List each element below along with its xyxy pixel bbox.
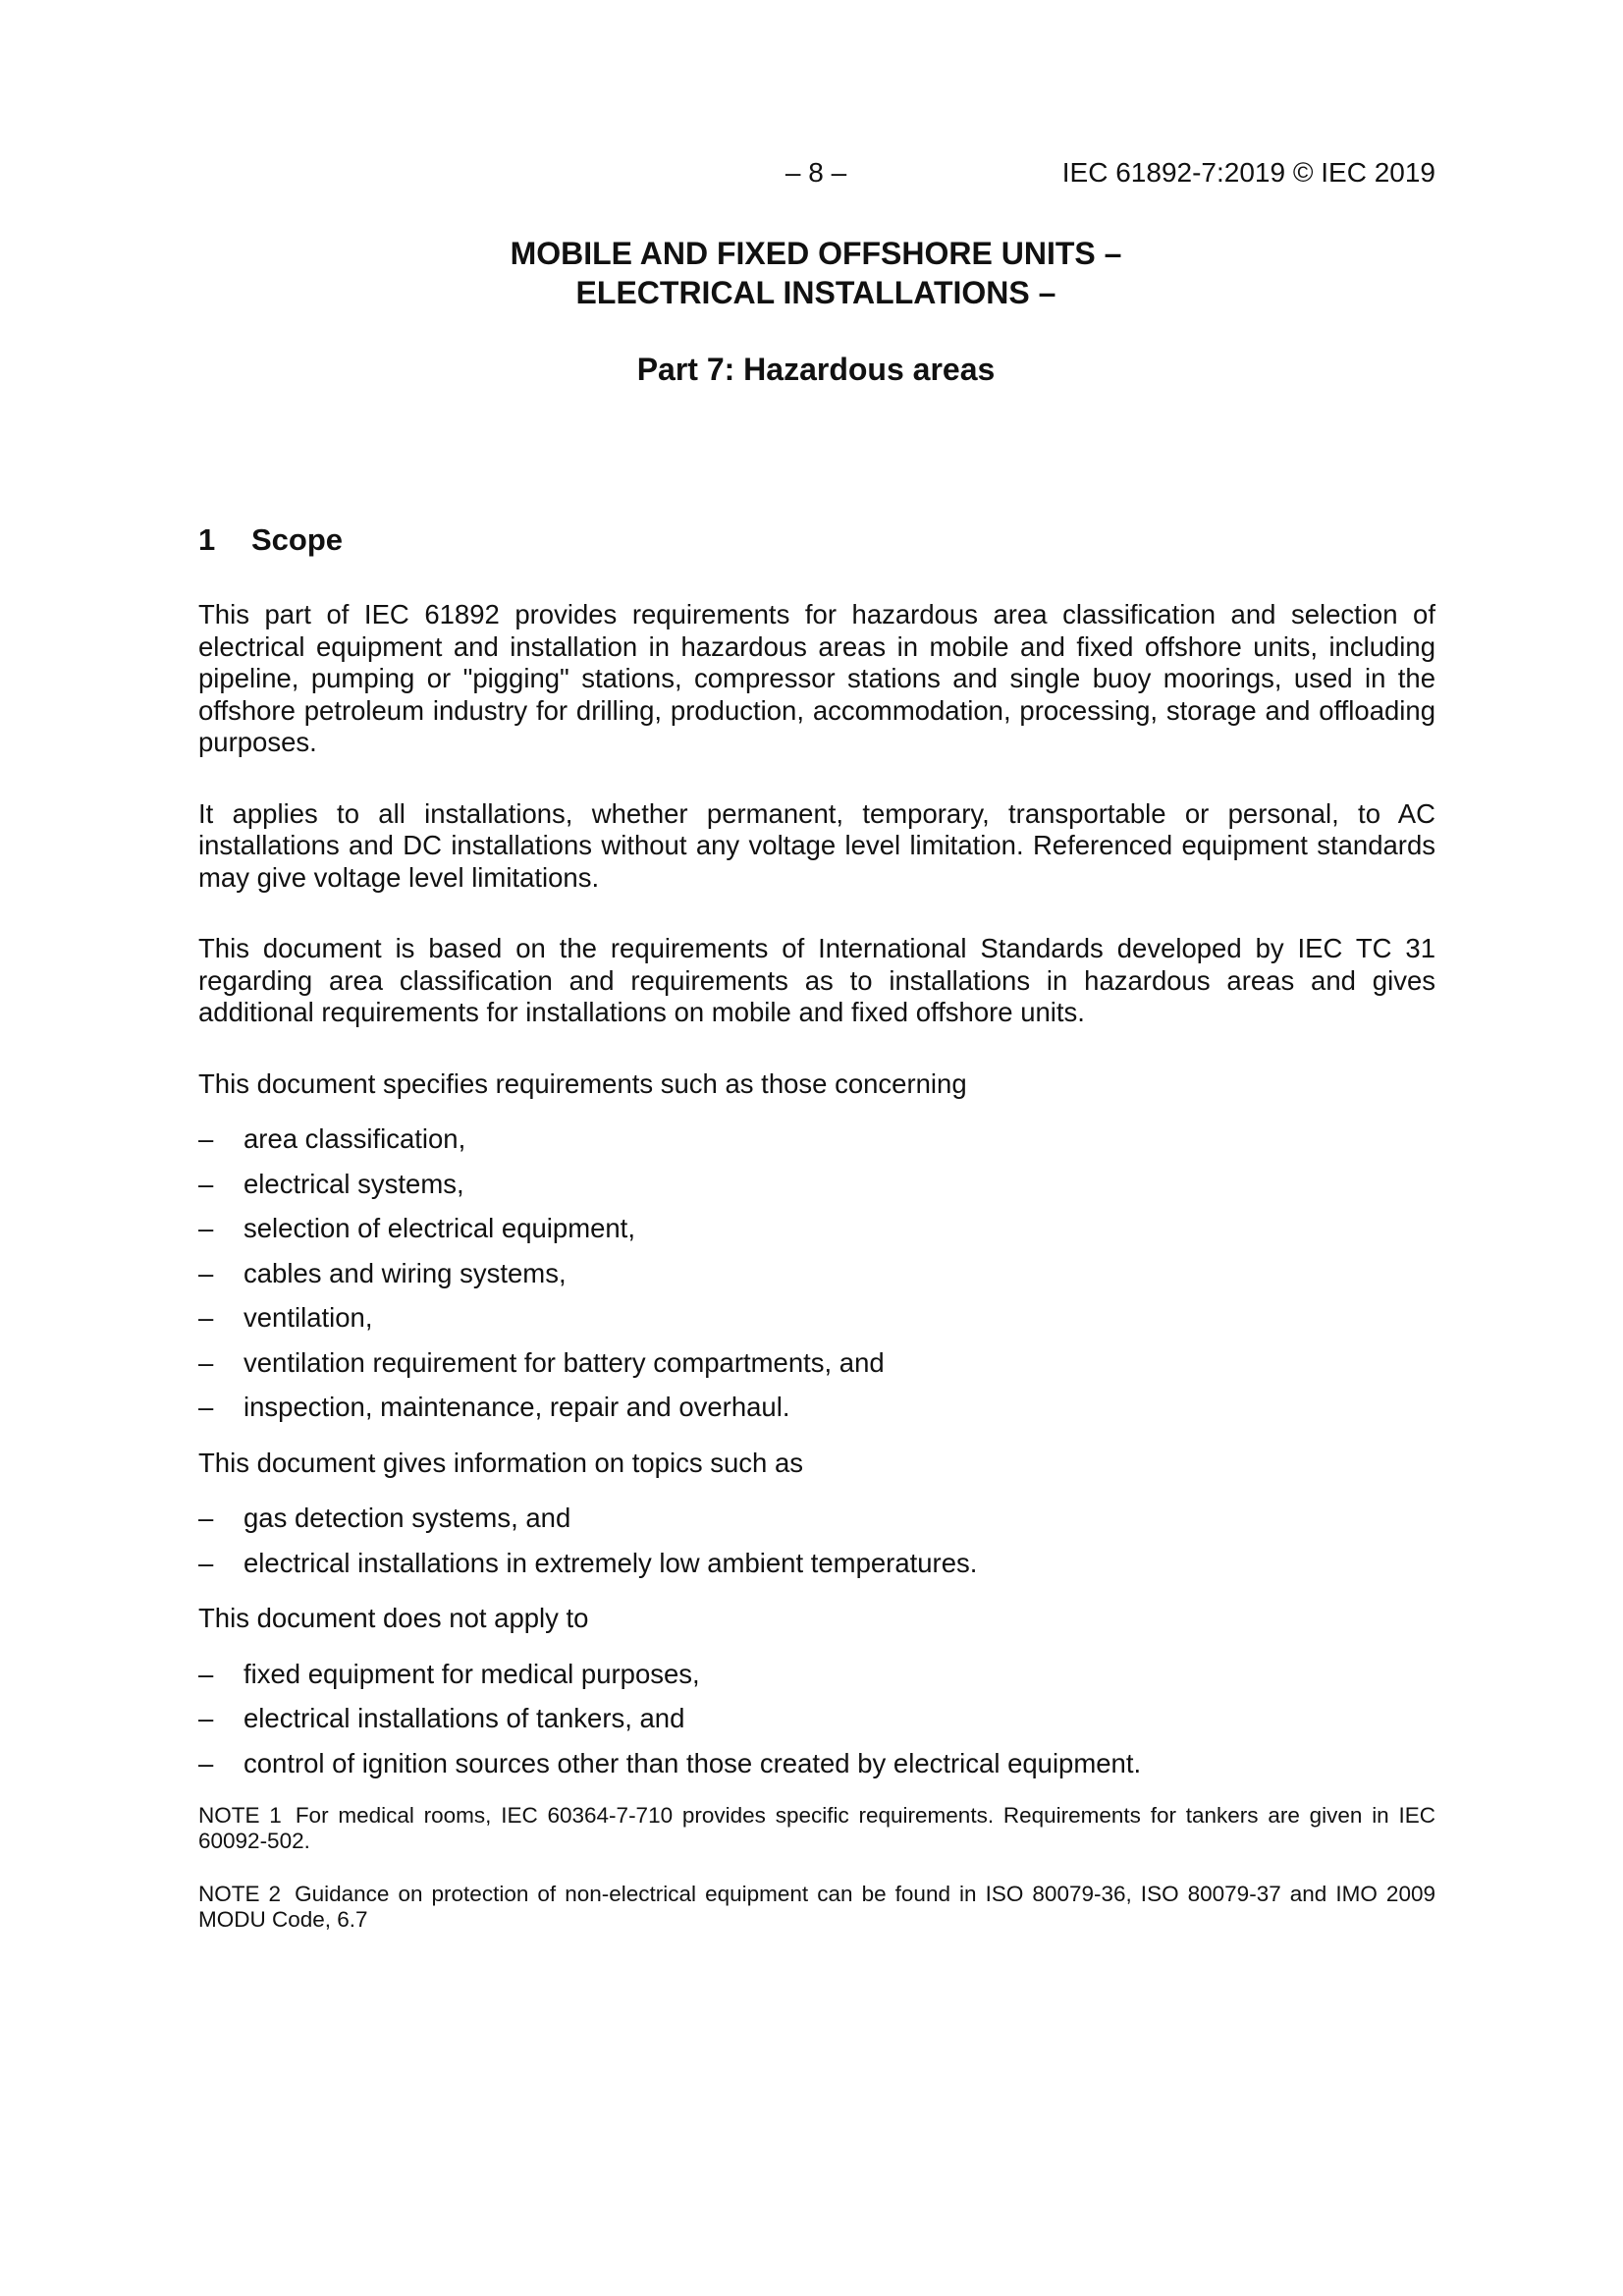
list-item-text: area classification, — [243, 1123, 466, 1154]
title-line-2: ELECTRICAL INSTALLATIONS – — [575, 275, 1056, 310]
dash-marker: – — [198, 1747, 214, 1778]
part-title: Part 7: Hazardous areas — [636, 352, 996, 387]
list-item-text: selection of electrical equipment, — [243, 1213, 635, 1243]
note-1 — [198, 1803, 1435, 1854]
section-title: Scope — [251, 522, 344, 557]
list-item-text: electrical systems, — [243, 1168, 464, 1199]
list-item — [198, 1123, 1435, 1156]
dash-marker: – — [198, 1123, 214, 1154]
note-label: NOTE 2 — [198, 1882, 282, 1906]
section-heading — [198, 520, 1435, 560]
note-label: NOTE 1 — [198, 1803, 282, 1828]
dash-marker: – — [198, 1392, 214, 1422]
section-number: 1 — [198, 522, 216, 557]
list-item — [198, 1213, 1435, 1245]
list-item — [198, 1659, 1435, 1691]
list-item-text: inspection, maintenance, repair and overhaul. — [243, 1392, 790, 1422]
document-title — [196, 234, 1435, 389]
scope-paragraph-1: This part of IEC 61892 provides requirements for hazardous area classification and selection of electrical equipment and installation in hazardous areas in mobile and fixed offshore units, including pipeline, pumping or "pigging" stations, compressor stations and single buoy moorings, used in the offshore petroleum industry for drilling, production, accommodation, processing, storage and offloading purposes. — [198, 599, 1435, 757]
information-intro: This document gives information on topics such as — [198, 1447, 803, 1478]
dash-marker: – — [198, 1503, 214, 1533]
note-text: For medical rooms, IEC 60364-7-710 provides specific requirements. Requirements for tankers are given in IEC 60092-502. — [198, 1803, 1435, 1853]
list-item — [198, 1748, 1435, 1780]
main-content — [198, 520, 1435, 1960]
dash-marker: – — [198, 1346, 214, 1378]
list-item — [198, 1548, 1435, 1580]
list-item — [198, 1302, 1435, 1335]
scope-paragraph-3: This document is based on the requirements of International Standards developed by IEC TC 31 regarding area classification and requirements as to installations in hazardous areas and gives additional requirements for installations on mobile and fixed offshore units. — [198, 933, 1435, 1027]
dash-marker: – — [198, 1257, 214, 1288]
title-line-1: MOBILE AND FIXED OFFSHORE UNITS – — [510, 236, 1122, 271]
dash-marker: – — [198, 1213, 214, 1243]
specifies-intro: This document specifies requirements such as those concerning — [198, 1067, 967, 1099]
list-item — [198, 1703, 1435, 1735]
page-number: – 8 – — [784, 157, 847, 188]
note-2 — [198, 1882, 1435, 1933]
dash-marker: – — [198, 1658, 214, 1689]
document-reference: IEC 61892-7:2019 © IEC 2019 — [1061, 157, 1435, 188]
list-item-text: fixed equipment for medical purposes, — [243, 1658, 700, 1689]
information-list — [198, 1503, 1435, 1579]
list-item — [198, 1347, 1435, 1380]
dash-marker: – — [198, 1168, 214, 1199]
dash-marker: – — [198, 1547, 214, 1578]
list-item-text: ventilation requirement for battery compartments, and — [243, 1346, 885, 1378]
dash-marker: – — [198, 1703, 214, 1733]
list-item — [198, 1258, 1435, 1290]
not-apply-list — [198, 1659, 1435, 1780]
list-item — [198, 1503, 1435, 1535]
scope-paragraph-2: It applies to all installations, whether permanent, temporary, transportable or personal, to AC installations and DC installations without any voltage level limitation. Referenced equipment standards may give voltage level limitations. — [198, 797, 1435, 893]
list-item-text: cables and wiring systems, — [243, 1257, 567, 1288]
dash-marker: – — [198, 1302, 214, 1333]
page-header — [196, 157, 1435, 196]
list-item-text: electrical installations of tankers, and — [243, 1703, 685, 1733]
note-text: Guidance on protection of non-electrical equipment can be found in ISO 80079-36, ISO 80079-37 and IMO 2009 MODU Code, 6.7 — [198, 1882, 1435, 1932]
not-apply-intro: This document does not apply to — [198, 1603, 589, 1633]
list-item-text: control of ignition sources other than those created by electrical equipment. — [243, 1747, 1142, 1778]
specifies-list — [198, 1123, 1435, 1424]
list-item-text: gas detection systems, and — [243, 1503, 571, 1533]
list-item — [198, 1392, 1435, 1424]
list-item — [198, 1169, 1435, 1201]
list-item-text: electrical installations in extremely low ambient temperatures. — [243, 1547, 978, 1578]
list-item-text: ventilation, — [243, 1302, 373, 1333]
